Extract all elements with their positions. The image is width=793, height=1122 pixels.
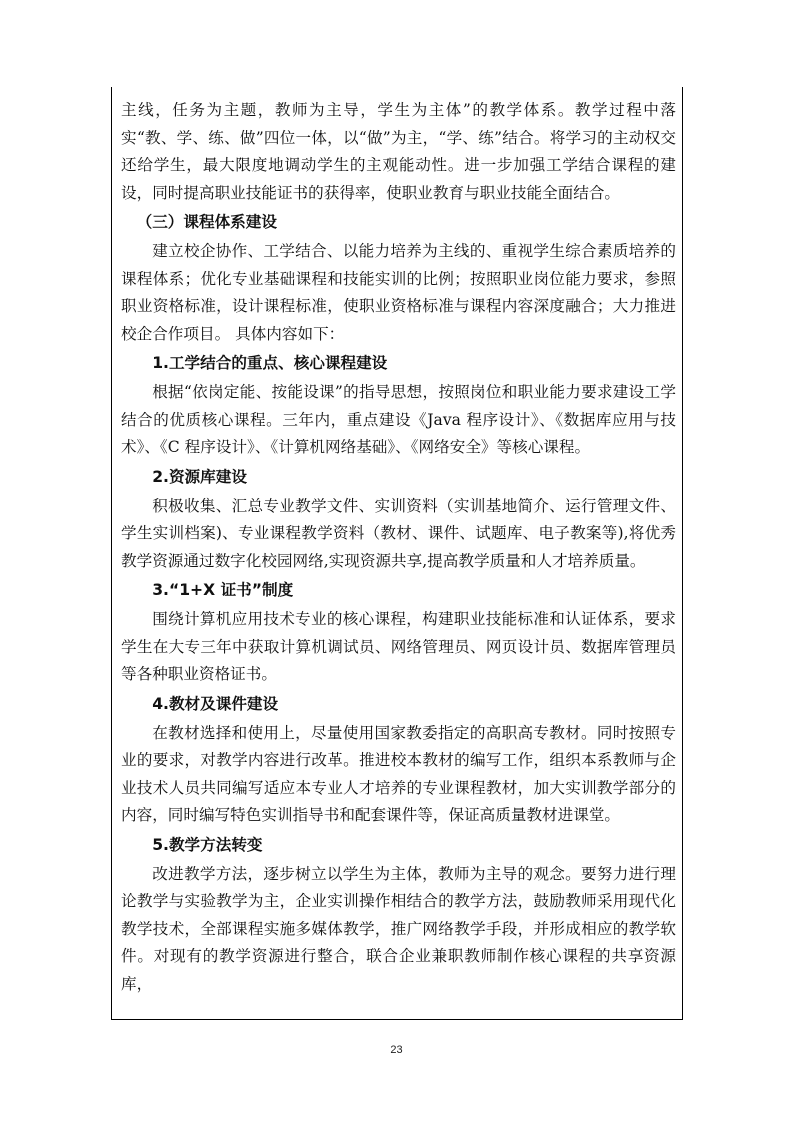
subheading-3: 3.“1+X 证书”制度: [152, 581, 294, 599]
paragraph-3: 围绕计算机应用技术专业的核心课程，构建职业技能标准和认证体系，要求学生在大专三年中获取计算机调试员、网络管理员、网页设计员、数据库管理员等各种职业资格证书。: [121, 610, 676, 683]
intro-paragraph: 主线，任务为主题，教师为主导，学生为主体”的教学体系。教学过程中落实“教、学、练、做”四位一体，以“做”为主，“学、练”结合。将学习的主动权交还给学生，最大限度地调动学生的主观能动性。进一步加强工学结合课程的建设，同时提高职业技能证书的获得率，使职业教育与职业技能全面结合。: [121, 101, 676, 202]
subheading-4: 4.教材及课件建设: [152, 694, 279, 713]
paragraph-5: 改进教学方法，逐步树立以学生为主体，教师为主导的观念。要努力进行理论教学与实验教学为主，企业实训操作相结合的教学方法，鼓励教师采用现代化教学技术，全部课程实施多媒体教学，推广网络教学手段，并形成相应的教学软件。对现有的教学资源进行整合，联合企业兼职教师制作核心课程的共享资源库，: [121, 864, 676, 993]
document-body: [121, 97, 676, 998]
subheading-5: 5.教学方法转变: [152, 835, 263, 854]
subheading-2: 2.资源库建设: [152, 467, 247, 486]
paragraph-1: 根据“依岗定能、按能设课”的指导思想，按照岗位和职业能力要求建设工学结合的优质核心课程。三年内，重点建设《Java 程序设计》、《数据库应用与技术》、《C 程序设计》、《计算机网络基础》、《网络安全》等核心课程。: [121, 383, 676, 456]
paragraph-2: 积极收集、汇总专业教学文件、实训资料（实训基地简介、运行管理文件、学生实训档案)、专业课程教学资料（教材、课件、试题库、电子教案等),将优秀教学资源通过数字化校园网络,实现资源共享,提高教学质量和人才培养质量。: [121, 496, 676, 570]
page-number: 23: [390, 1044, 403, 1056]
paragraph-4: 在教材选择和使用上，尽量使用国家教委指定的高职高专教材。同时按照专业的要求，对教学内容进行改革。推进校本教材的编写工作，组织本系教师与企业技术人员共同编写适应本专业人才培养的专业课程教材，加大实训教学部分的内容，同时编写特色实训指导书和配套课件等，保证高质量教材进课堂。: [121, 723, 676, 824]
section-paragraph: 建立校企协作、工学结合、以能力培养为主线的、重视学生综合素质培养的课程体系；优化专业基础课程和技能实训的比例；按照职业岗位能力要求，参照职业资格标准，设计课程标准，使职业资格标准与课程内容深度融合；大力推进校企合作项目。 具体内容如下：: [121, 242, 676, 343]
section-heading: （三）课程体系建设: [136, 213, 277, 231]
subheading-1: 1.工学结合的重点、核心课程建设: [152, 354, 388, 372]
